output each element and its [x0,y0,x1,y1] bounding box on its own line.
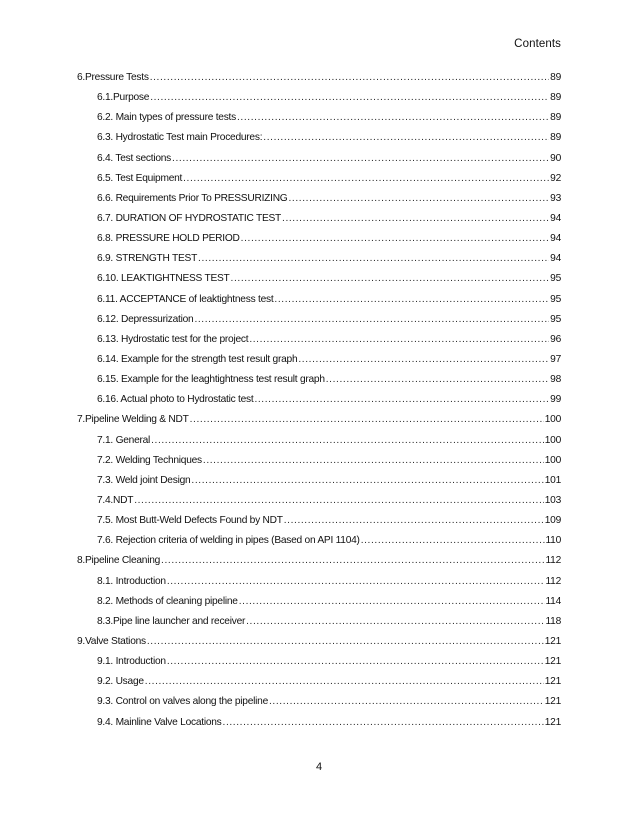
toc-entry-label: 6.8. PRESSURE HOLD PERIOD [97,233,240,245]
toc-dot-leader [288,193,549,204]
toc-entry-page-number: 90 [550,152,561,164]
toc-dot-leader [298,354,549,365]
toc-dot-leader [147,636,544,647]
toc-entry-page-number: 89 [550,72,561,83]
toc-entry-page-number: 94 [550,212,561,224]
toc-entry-label: 8.Pipeline Cleaning [77,555,161,567]
toc-section-entry[interactable] [77,394,561,414]
toc-dot-leader [134,495,544,506]
toc-section-entry[interactable] [77,253,561,273]
toc-dot-leader [239,596,545,607]
toc-entry-label: 8.1. Introduction [97,575,166,587]
toc-section-entry[interactable] [77,495,561,515]
toc-entry-label: 6.13. Hydrostatic test for the project [97,333,249,345]
toc-entry-page-number: 114 [545,595,561,607]
toc-dot-leader [361,535,545,546]
toc-entry-label: 6.7. DURATION OF HYDROSTATIC TEST [97,212,282,224]
toc-dot-leader [191,475,543,486]
toc-dot-leader [274,294,549,305]
toc-entry-label: 7.1. General [97,434,151,446]
toc-entry-label: 6.4. Test sections [97,152,172,164]
toc-section-entry[interactable] [77,132,561,152]
toc-entry-page-number: 94 [550,253,561,265]
toc-section-entry[interactable] [77,656,561,676]
toc-section-entry[interactable] [77,354,561,374]
toc-entry-label: 7.3. Weld joint Design [97,474,191,486]
toc-entry-label: 9.4. Mainline Valve Locations [97,716,222,728]
toc-entry-page-number: 89 [550,112,561,124]
toc-entry-label: 9.3. Control on valves along the pipeline [97,696,268,708]
toc-dot-leader [254,394,549,405]
toc-dot-leader [237,112,549,123]
toc-entry-label: 6.5. Test Equipment [97,172,183,184]
toc-entry-page-number: 121 [544,716,561,728]
toc-dot-leader [241,233,550,244]
toc-section-entry[interactable] [77,314,561,334]
toc-entry-page-number: 110 [545,535,561,547]
toc-entry-page-number: 96 [550,333,561,345]
toc-entry-label: 8.2. Methods of cleaning pipeline [97,595,238,607]
toc-section-entry[interactable] [77,233,561,253]
toc-chapter-entry[interactable] [77,72,561,92]
toc-entry-page-number: 93 [550,192,561,204]
toc-entry-page-number: 99 [550,394,561,406]
toc-section-entry[interactable] [77,334,561,354]
toc-entry-label: 9.Valve Stations [77,635,146,647]
toc-entry-label: 7.4.NDT [97,494,134,506]
toc-section-entry[interactable] [77,676,561,696]
toc-section-entry[interactable] [77,616,561,636]
toc-entry-page-number: 89 [550,132,561,144]
toc-entry-page-number: 95 [550,273,561,285]
toc-entry-page-number: 121 [544,635,561,647]
toc-entry-page-number: 112 [545,555,561,567]
toc-section-entry[interactable] [77,294,561,314]
toc-entry-page-number: 95 [550,313,561,325]
toc-entry-label: 6.16. Actual photo to Hydrostatic test [97,394,254,406]
table-of-contents [77,72,561,737]
toc-entry-label: 6.11. ACCEPTANCE of leaktightness test [97,293,274,305]
toc-entry-label: 6.9. STRENGTH TEST [97,253,198,265]
toc-entry-label: 7.5. Most Butt-Weld Defects Found by NDT [97,515,283,527]
toc-dot-leader [249,334,549,345]
toc-entry-page-number: 94 [550,233,561,245]
toc-entry-label: 9.1. Introduction [97,656,166,668]
toc-dot-leader [263,132,549,143]
toc-entry-page-number: 100 [544,434,561,446]
toc-entry-page-number: 92 [550,172,561,184]
toc-section-entry[interactable] [77,717,561,737]
toc-chapter-entry[interactable] [77,555,561,575]
toc-section-entry[interactable] [77,455,561,475]
toc-entry-page-number: 89 [550,92,561,104]
toc-dot-leader [183,173,549,184]
page-header-title: Contents [514,38,561,50]
toc-entry-page-number: 97 [550,353,561,365]
toc-dot-leader [203,455,544,466]
toc-dot-leader [150,92,549,103]
toc-dot-leader [198,253,549,264]
toc-entry-page-number: 112 [545,575,561,587]
toc-entry-page-number: 103 [544,494,561,506]
toc-dot-leader [194,314,549,325]
toc-dot-leader [151,435,544,446]
toc-section-entry[interactable] [77,153,561,173]
toc-section-entry[interactable] [77,374,561,394]
toc-entry-label: 7.6. Rejection criteria of welding in pipes (Based on API 1104) [97,535,360,547]
toc-dot-leader [167,576,545,587]
toc-dot-leader [172,153,549,164]
toc-entry-label: 9.2. Usage [97,676,144,688]
toc-dot-leader [269,696,544,707]
toc-entry-label: 6.12. Depressurization [97,313,194,325]
toc-dot-leader [326,374,549,385]
toc-entry-label: 6.2. Main types of pressure tests [97,112,236,124]
toc-dot-leader [223,717,544,728]
toc-entry-label: 6.Pressure Tests [77,72,149,83]
toc-section-entry[interactable] [77,193,561,213]
toc-section-entry[interactable] [77,92,561,112]
toc-entry-label: 6.10. LEAKTIGHTNESS TEST [97,273,230,285]
toc-chapter-entry[interactable] [77,414,561,434]
toc-section-entry[interactable] [77,173,561,193]
toc-entry-page-number: 121 [544,676,561,688]
toc-entry-page-number: 121 [544,696,561,708]
toc-dot-leader [231,273,550,284]
toc-entry-label: 7.2. Welding Techniques [97,454,202,466]
toc-entry-page-number: 118 [545,615,561,627]
toc-dot-leader [161,555,544,566]
toc-dot-leader [167,656,544,667]
toc-entry-label: 6.3. Hydrostatic Test main Procedures: [97,132,263,144]
toc-section-entry[interactable] [77,576,561,596]
toc-entry-page-number: 121 [544,656,561,668]
toc-entry-label: 6.6. Requirements Prior To PRESSURIZING [97,192,288,204]
toc-dot-leader [284,515,544,526]
toc-dot-leader [282,213,549,224]
toc-section-entry[interactable] [77,435,561,455]
toc-section-entry[interactable] [77,112,561,132]
toc-entry-page-number: 100 [544,414,561,426]
toc-entry-label: 6.14. Example for the strength test result graph [97,353,298,365]
toc-entry-page-number: 98 [550,374,561,386]
toc-section-entry[interactable] [77,535,561,555]
toc-entry-page-number: 109 [544,515,561,527]
page-number: 4 [315,761,323,773]
toc-section-entry[interactable] [77,213,561,233]
toc-dot-leader [246,616,544,627]
toc-entry-page-number: 95 [550,293,561,305]
toc-section-entry[interactable] [77,596,561,616]
toc-entry-label: 6.1.Purpose [97,92,150,104]
toc-chapter-entry[interactable] [77,636,561,656]
toc-entry-page-number: 100 [544,454,561,466]
toc-dot-leader [190,414,544,425]
toc-dot-leader [150,72,549,83]
toc-entry-label: 6.15. Example for the leaghtightness test result graph [97,374,325,386]
toc-entry-page-number: 101 [544,474,561,486]
toc-section-entry[interactable] [77,696,561,716]
toc-entry-label: 7.Pipeline Welding & NDT [77,414,189,426]
toc-section-entry[interactable] [77,475,561,495]
toc-entry-label: 8.3.Pipe line launcher and receiver [97,615,246,627]
toc-section-entry[interactable] [77,515,561,535]
toc-dot-leader [145,676,544,687]
toc-section-entry[interactable] [77,273,561,293]
